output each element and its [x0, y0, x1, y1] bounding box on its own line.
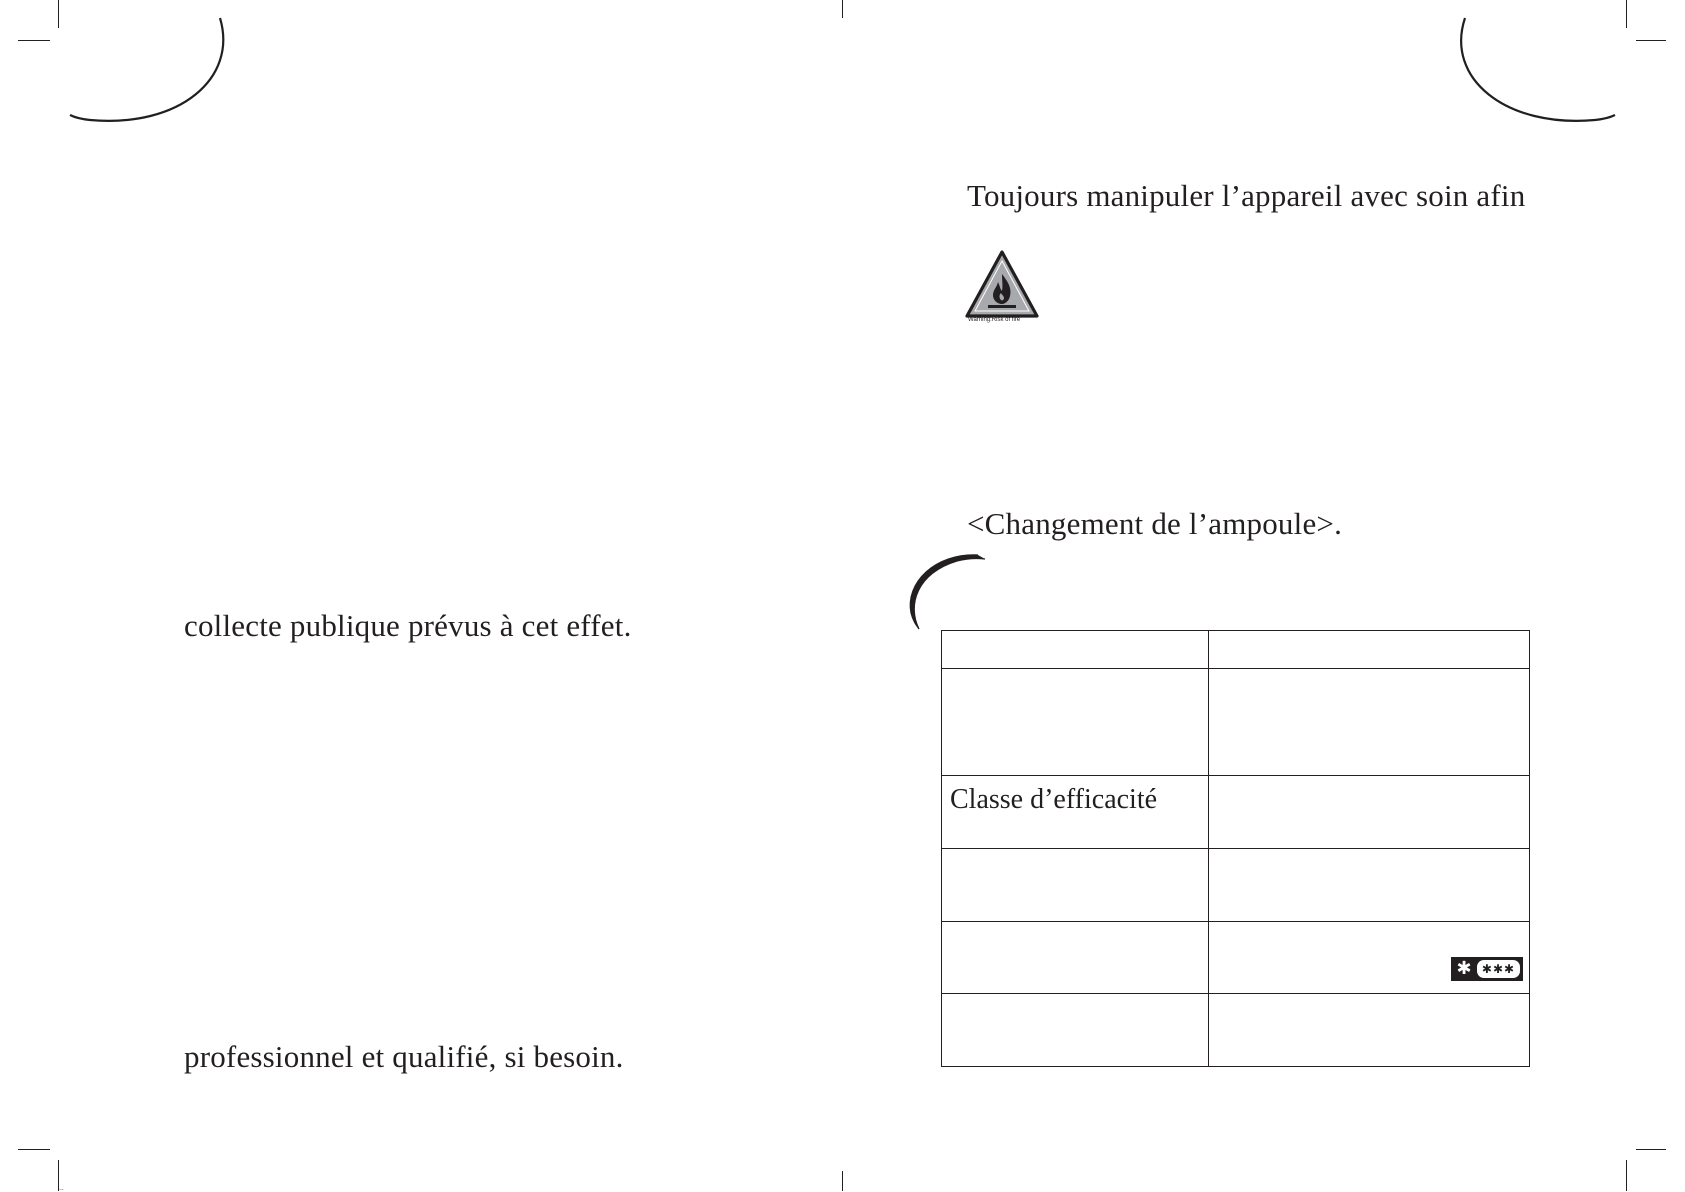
spec-table: [941, 630, 1530, 1067]
text-collecte-publique: collecte publique prévus à cet effet.: [184, 608, 632, 643]
crop-mark-bottom-left-horizontal: [18, 1149, 50, 1150]
corner-curve-top-right: [1455, 18, 1615, 128]
text-changement-ampoule: <Changement de l’ampoule>.: [967, 506, 1343, 541]
crop-mark-bottom-right-vertical: [1626, 1160, 1627, 1191]
table-cell: [942, 669, 1209, 776]
table-row: [942, 922, 1530, 994]
footer-print-code: ...: [58, 1185, 64, 1192]
crop-mark-bottom-right-horizontal: [1636, 1149, 1666, 1150]
crop-mark-top-left-horizontal: [18, 40, 50, 41]
crop-mark-top-center: [842, 0, 843, 18]
table-row: [942, 849, 1530, 922]
table-cell-classe-efficacite: [942, 776, 1209, 849]
table-row: [942, 669, 1530, 776]
four-star-freezer-icon: [1451, 957, 1523, 981]
table-cell: [942, 849, 1209, 922]
table-cell: [1209, 994, 1530, 1067]
table-cell-freezer-rating: [1209, 922, 1530, 994]
corner-curve-mid-right: [905, 553, 995, 633]
table-row: [942, 631, 1530, 669]
corner-curve-top-left: [70, 18, 230, 128]
fire-warning-icon: [964, 248, 1040, 326]
crop-mark-top-right-vertical: [1626, 0, 1627, 28]
crop-mark-top-right-horizontal: [1636, 40, 1666, 41]
table-cell: [942, 631, 1209, 669]
table-cell: [1209, 849, 1530, 922]
table-row: [942, 994, 1530, 1067]
freezer-star-icon: ✱: [1456, 958, 1472, 979]
crop-mark-bottom-center: [842, 1171, 843, 1191]
table-row: [942, 776, 1530, 849]
text-toujours-manipuler: Toujours manipuler l’appareil avec soin afin: [967, 178, 1526, 213]
table-cell: [1209, 631, 1530, 669]
crop-mark-top-left-vertical: [58, 0, 59, 28]
warning-caption: Warning:Risk of fire: [968, 317, 1021, 323]
text-professionnel-qualifie: professionnel et qualifié, si besoin.: [184, 1039, 624, 1074]
table-cell: [1209, 776, 1530, 849]
freezer-stars-label: ✱✱✱: [1477, 960, 1520, 978]
table-cell: [942, 922, 1209, 994]
table-cell: [942, 994, 1209, 1067]
table-cell: [1209, 669, 1530, 776]
classe-efficacite-label: Classe d’efficacité: [950, 784, 1158, 815]
